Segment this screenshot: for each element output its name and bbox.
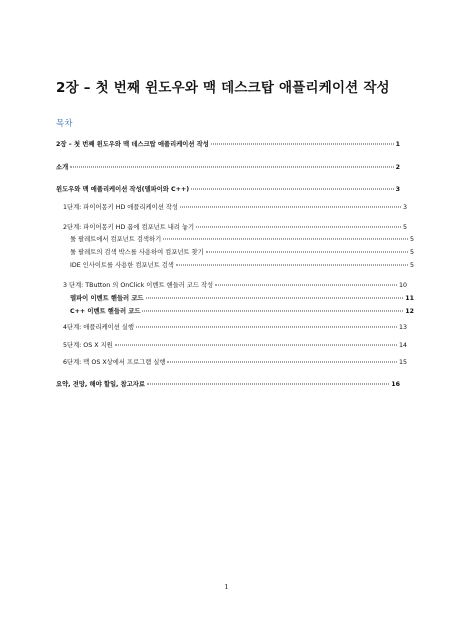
toc-entry-text: 툴 팔레트에서 컴포넌트 검색하기	[70, 236, 162, 243]
toc-entry[interactable]	[56, 381, 400, 389]
toc-entry-text: 요약, 전망, 해야 할일, 참고자료	[56, 381, 145, 388]
toc-entry-text: 윈도우와 맥 애플리케이션 작성(델파이와 C++)	[56, 186, 190, 193]
toc-entry-text: 3 단계: TButton 의 OnClick 이벤트 핸들러 코드 작성	[63, 282, 214, 289]
toc-entry-text: 1단계: 파이어몽키 HD 애플리케이션 작성	[63, 204, 178, 211]
toc-leader-dots	[115, 345, 397, 346]
page-title: 2장 – 첫 번째 윈도우와 맥 데스크탑 애플리케이션 작성	[56, 80, 390, 96]
toc-entry-text: 툴 팔레트의 검색 박스를 사용하여 컴포넌트 찾기	[70, 249, 204, 256]
toc-entry-page: 10	[398, 282, 407, 289]
toc-entry-text: 2단계: 파이어몽키 HD 폼에 컴포넌트 내려 놓기	[63, 224, 195, 231]
toc-leader-dots	[191, 189, 394, 190]
toc-entry-page: 3	[402, 204, 407, 211]
toc-leader-dots	[146, 298, 404, 299]
toc-entry[interactable]	[56, 141, 400, 149]
toc-entry-page: 5	[409, 236, 414, 243]
toc-entry[interactable]	[56, 262, 414, 270]
page-number: 1	[224, 583, 229, 591]
toc-entry-text: C++ 이벤트 핸들러 코드	[70, 308, 141, 315]
toc-entry-text: 소개	[56, 164, 69, 171]
toc-entry-page: 5	[409, 262, 414, 269]
toc-entry[interactable]	[56, 282, 407, 290]
toc-leader-dots	[136, 327, 397, 328]
toc-entry-page: 15	[398, 359, 407, 366]
toc-leader-dots	[215, 285, 397, 286]
toc-entry[interactable]	[56, 295, 414, 303]
toc-leader-dots	[180, 207, 401, 208]
toc-leader-dots	[176, 265, 408, 266]
toc-entry-page: 16	[391, 381, 400, 388]
toc-entry-text: 6단계: 맥 OS X상에서 프로그램 실행	[63, 359, 166, 366]
toc-entry-page: 12	[405, 308, 414, 315]
toc-entry-text: 2장 – 첫 번째 윈도우와 맥 데스크탑 애플리케이션 작성	[56, 141, 209, 148]
toc-entry[interactable]	[56, 308, 414, 316]
toc-entry[interactable]	[56, 164, 400, 172]
toc-entry[interactable]	[56, 224, 407, 232]
toc-entry-text: 4단계: 애플리케이션 실행	[63, 324, 134, 331]
toc-entry-page: 13	[398, 324, 407, 331]
toc-entry-page: 5	[402, 224, 407, 231]
toc-entry-text: IDE 인사이트를 사용한 컴포넌트 검색	[70, 262, 174, 269]
toc-entry-page: 2	[395, 164, 400, 171]
toc-leader-dots	[167, 362, 397, 363]
toc-entry[interactable]	[56, 204, 407, 212]
toc-entry[interactable]	[56, 186, 400, 194]
toc-leader-dots	[211, 144, 394, 145]
toc-entry[interactable]	[56, 342, 407, 350]
toc-heading: 목차	[56, 119, 73, 129]
toc-entry-text: 델파이 이벤트 핸들러 코드	[70, 295, 144, 302]
toc-entry[interactable]	[56, 324, 407, 332]
toc-entry[interactable]	[56, 249, 414, 257]
toc-leader-dots	[147, 384, 389, 385]
toc-entry-text: 5단계: OS X 지원	[63, 342, 113, 349]
toc-entry[interactable]	[56, 359, 407, 367]
toc-entry-page: 11	[405, 295, 414, 302]
toc-leader-dots	[163, 239, 408, 240]
toc-entry-page: 3	[395, 186, 400, 193]
toc-entry[interactable]	[56, 236, 414, 244]
toc-entry-page: 1	[395, 141, 400, 148]
toc-leader-dots	[206, 252, 408, 253]
toc-entry-page: 14	[398, 342, 407, 349]
toc-entry-page: 5	[409, 249, 414, 256]
toc-leader-dots	[70, 167, 393, 168]
toc-leader-dots	[196, 227, 401, 228]
toc-leader-dots	[142, 311, 403, 312]
